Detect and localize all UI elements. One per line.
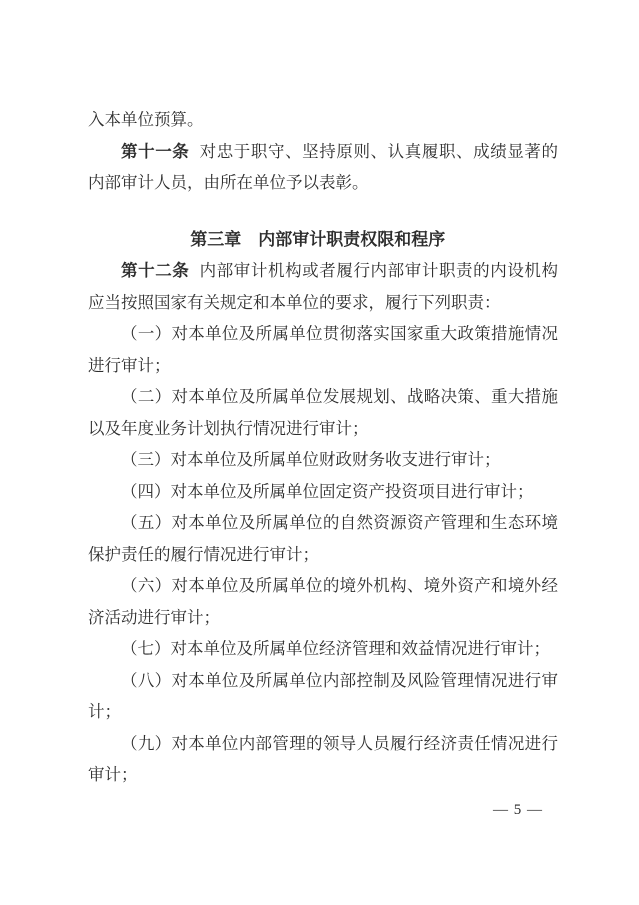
- bold-text-segment: 第十一条: [121, 141, 190, 161]
- text-segment: （二）对本单位及所属单位发展规划、战略决策、重大措施: [121, 387, 558, 406]
- document-body: [88, 104, 558, 791]
- page-number: — 5 —: [493, 802, 543, 818]
- item-3-line-1: [88, 444, 558, 476]
- text-segment: 入本单位预算。: [88, 110, 204, 129]
- text-segment: 内部审计机构或者履行内部审计职责的内设机构: [199, 261, 559, 280]
- text-segment: 保护责任的履行情况进行审计；: [88, 544, 319, 564]
- item-6-line-2: [88, 602, 558, 634]
- item-4-line-1: [88, 476, 558, 508]
- item-9-line-1: [88, 728, 558, 760]
- bold-text-segment: 第三章 内部审计职责权限和程序: [190, 229, 446, 249]
- article-11-line-1: [88, 136, 558, 168]
- item-5-line-1: [88, 507, 558, 539]
- text-segment: （三）对本单位及所属单位财政财务收支进行审计；: [121, 450, 501, 469]
- text-segment: （八）对本单位及所属单位内部控制及风险管理情况进行审: [121, 670, 558, 690]
- item-7-line-1: [88, 633, 558, 665]
- item-2-line-1: [88, 381, 558, 413]
- text-segment: 审计；: [88, 765, 138, 784]
- text-segment: 计；: [88, 702, 121, 721]
- item-1-line-2: [88, 350, 558, 382]
- item-8-line-2: [88, 696, 558, 728]
- item-6-line-1: [88, 570, 558, 602]
- article-11-line-2: [88, 167, 558, 199]
- item-2-line-2: [88, 413, 558, 445]
- item-5-line-2: [88, 539, 558, 571]
- text-segment: 以及年度业务计划执行情况进行审计；: [88, 418, 369, 438]
- text-segment: （四）对本单位及所属单位固定资产投资项目进行审计；: [121, 481, 534, 501]
- item-8-line-1: [88, 665, 558, 697]
- text-segment: 对忠于职守、坚持原则、认真履职、成绩显著的: [199, 141, 559, 161]
- para-budget-continuation: [88, 104, 558, 136]
- article-12-line-2: [88, 287, 558, 319]
- text-segment: 济活动进行审计；: [88, 607, 220, 627]
- item-1-line-1: [88, 318, 558, 350]
- article-12-line-1: [88, 255, 558, 287]
- text-segment: （七）对本单位及所属单位经济管理和效益情况进行审计；: [121, 639, 550, 658]
- text-segment: （九）对本单位内部管理的领导人员履行经济责任情况进行: [121, 733, 558, 753]
- item-9-line-2: [88, 759, 558, 791]
- chapter-3-heading: [88, 224, 558, 256]
- text-segment: 进行审计；: [88, 355, 171, 375]
- bold-text-segment: 第十二条: [121, 261, 190, 280]
- text-segment: 内部审计人员，由所在单位予以表彰。: [88, 173, 369, 192]
- text-segment: 应当按照国家有关规定和本单位的要求，履行下列职责：: [88, 292, 501, 312]
- text-segment: （五）对本单位及所属单位的自然资源资产管理和生态环境: [121, 513, 558, 532]
- text-segment: （一）对本单位及所属单位贯彻落实国家重大政策措施情况: [121, 324, 558, 343]
- text-segment: （六）对本单位及所属单位的境外机构、境外资产和境外经: [121, 576, 558, 595]
